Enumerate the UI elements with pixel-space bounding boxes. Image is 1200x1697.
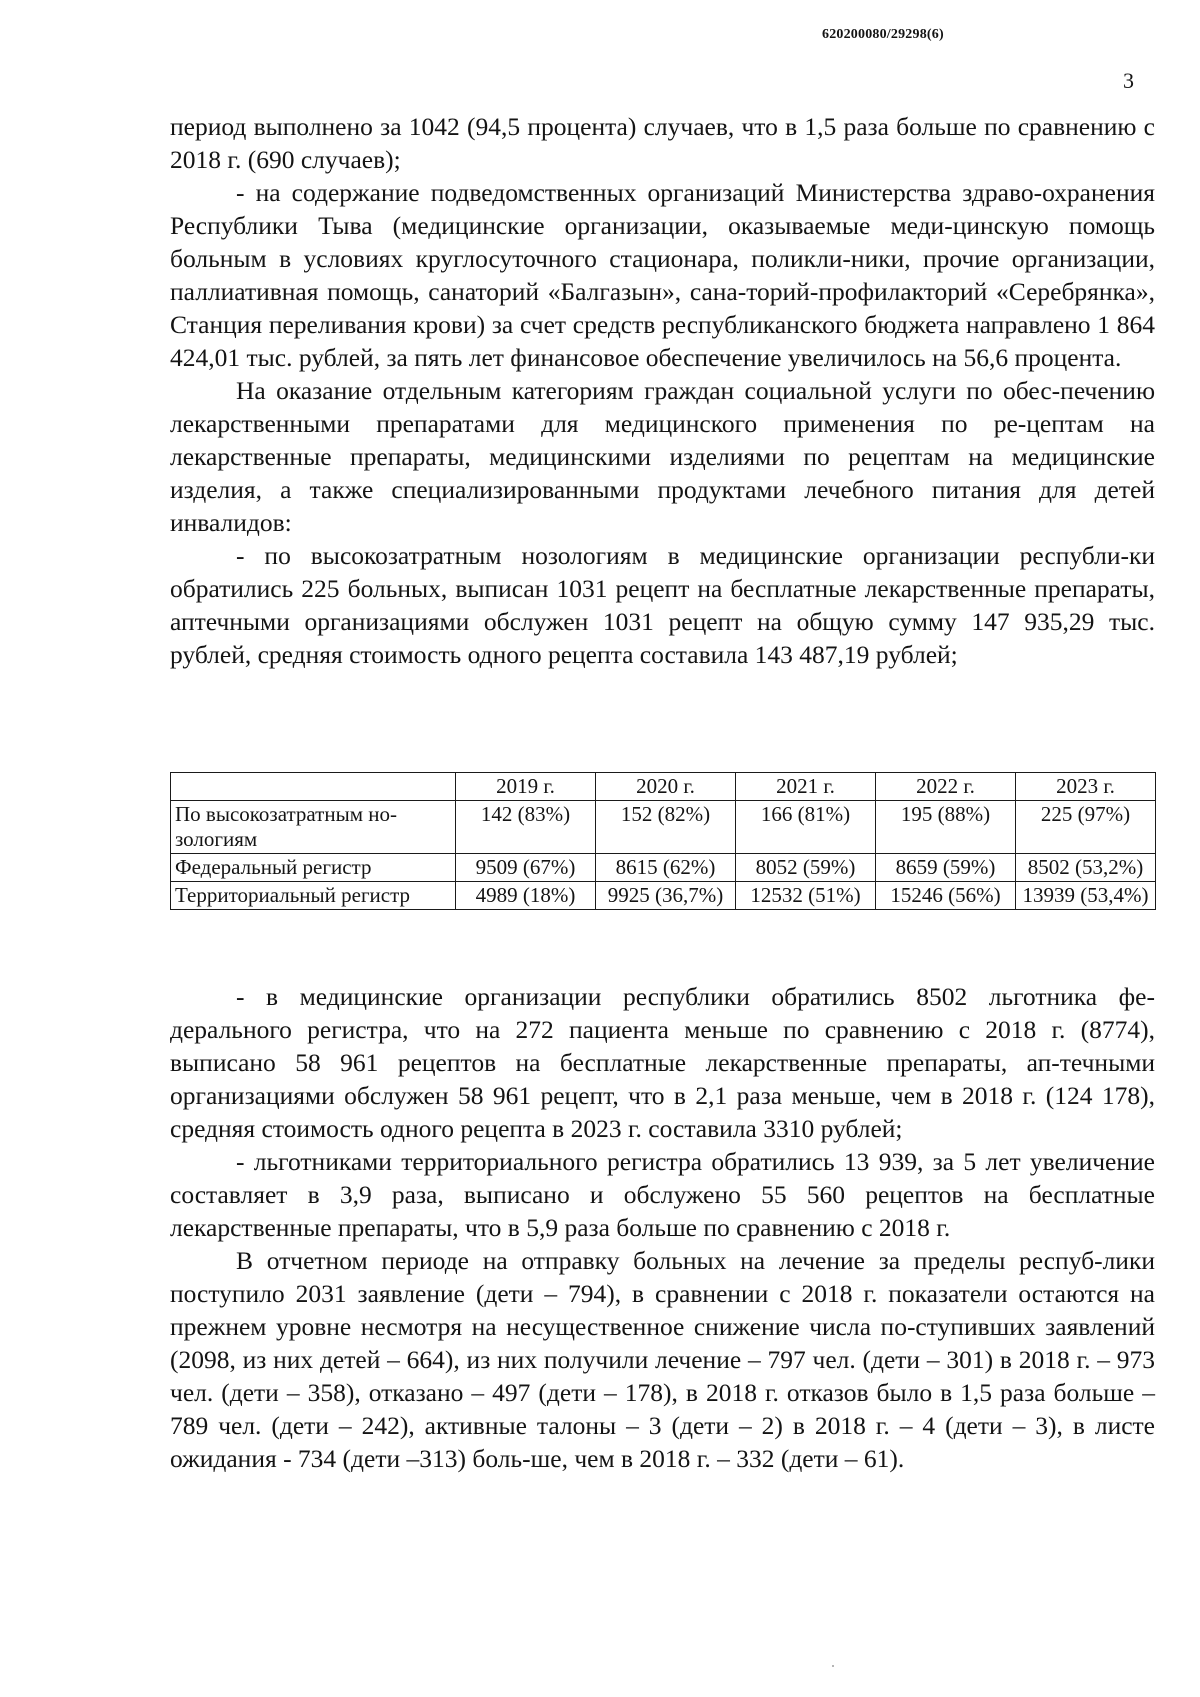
table-header-cell: 2022 г. bbox=[876, 773, 1016, 801]
table-row bbox=[171, 801, 1156, 854]
scan-speck bbox=[832, 1665, 834, 1667]
table-header-cell: 2023 г. bbox=[1016, 773, 1156, 801]
table-cell: 142 (83%) bbox=[456, 801, 596, 854]
table-cell: 225 (97%) bbox=[1016, 801, 1156, 854]
table-cell: 9925 (36,7%) bbox=[596, 882, 736, 910]
paragraph: На оказание отдельным категориям граждан социальной услуги по обес-печению лекарственными препаратами для медицинского применения по ре-цептам на лекарственные препараты, медицинскими изделиями по рецептам на медицинские изделия, а также специализированными продуктами лечебного питания для детей инвалидов: bbox=[170, 376, 1155, 537]
table-cell: 8502 (53,2%) bbox=[1016, 854, 1156, 882]
paragraph: - льготниками территориального регистра обратились 13 939, за 5 лет увеличение составляет в 3,9 раза, выписано и обслужено 55 560 рецептов на бесплатные лекарственные препараты, что в 5,9 раза больше по сравнению с 2018 г. bbox=[170, 1147, 1155, 1242]
table-header-cell: 2021 г. bbox=[736, 773, 876, 801]
table-header-row bbox=[171, 773, 1156, 801]
table-cell: 12532 (51%) bbox=[736, 882, 876, 910]
page-number: 3 bbox=[1123, 68, 1134, 93]
paragraph: - в медицинские организации республики обратились 8502 льготника фе-дерального регистра, что на 272 пациента меньше по сравнению с 2018 г. (8774), выписано 58 961 рецептов на бесплатные лекарственные препараты, ап-течными организациями обслужен 58 961 рецепт, что в 2,1 раза меньше, чем в 2018 г. (124 178), средняя стоимость одного рецепта в 2023 г. составила 3310 рублей; bbox=[170, 982, 1155, 1143]
table-cell: 9509 (67%) bbox=[456, 854, 596, 882]
paragraph: - на содержание подведомственных организаций Министерства здраво-охранения Республики Тыва (медицинские организации, оказываемые меди-цинскую помощь больным в условиях круглосуточного стационара, поликли-ники, прочие организации, паллиативная помощь, санаторий «Балгазын», сана-торий-профилакторий «Серебрянка», Станция переливания крови) за счет средств республиканского бюджета направлено 1 864 424,01 тыс. рублей, за пять лет финансовое обеспечение увеличилось на 56,6 процента. bbox=[170, 178, 1155, 372]
table-cell: 8615 (62%) bbox=[596, 854, 736, 882]
table-cell: 152 (82%) bbox=[596, 801, 736, 854]
table-row-label: По высокозатратным но-зологиям bbox=[171, 801, 456, 854]
table-header-cell: 2020 г. bbox=[596, 773, 736, 801]
paragraph: период выполнено за 1042 (94,5 процента) случаев, что в 1,5 раза больше по сравнению с 2018 г. (690 случаев); bbox=[170, 112, 1155, 174]
table-row-label: Федеральный регистр bbox=[171, 854, 456, 882]
table-cell: 166 (81%) bbox=[736, 801, 876, 854]
table-cell: 8052 (59%) bbox=[736, 854, 876, 882]
table-header-cell bbox=[171, 773, 456, 801]
body-text-bottom bbox=[170, 980, 1155, 1475]
table-header-cell: 2019 г. bbox=[456, 773, 596, 801]
paragraph: В отчетном периоде на отправку больных на лечение за пределы респуб-лики поступило 2031 заявление (дети – 794), в сравнении с 2018 г. показатели остаются на прежнем уровне несмотря на несущественное снижение числа по-ступивших заявлений (2098, из них детей – 664), из них получили лечение – 797 чел. (дети – 301) в 2018 г. – 973 чел. (дети – 358), отказано – 497 (дети – 178), в 2018 г. отказов было в 1,5 раза больше – 789 чел. (дети – 242), активные талоны – 3 (дети – 2) в 2018 г. – 4 (дети – 3), в листе ожидания - 734 (дети –313) боль-ше, чем в 2018 г. – 332 (дети – 61). bbox=[170, 1246, 1155, 1473]
table-cell: 8659 (59%) bbox=[876, 854, 1016, 882]
paragraph: - по высокозатратным нозологиям в медицинские организации республи-ки обратились 225 больных, выписан 1031 рецепт на бесплатные лекарственные препараты, аптечными организациями обслужен 1031 рецепт на общую сумму 147 935,29 тыс. рублей, средняя стоимость одного рецепта составила 143 487,19 рублей; bbox=[170, 541, 1155, 669]
statistics-table bbox=[170, 772, 1156, 910]
body-text-top bbox=[170, 110, 1155, 671]
table-row bbox=[171, 882, 1156, 910]
table-cell: 4989 (18%) bbox=[456, 882, 596, 910]
table-cell: 195 (88%) bbox=[876, 801, 1016, 854]
table-row-label: Территориальный регистр bbox=[171, 882, 456, 910]
document-number: 620200080/29298(6) bbox=[822, 27, 944, 42]
table-cell: 13939 (53,4%) bbox=[1016, 882, 1156, 910]
table-row bbox=[171, 854, 1156, 882]
table-cell: 15246 (56%) bbox=[876, 882, 1016, 910]
